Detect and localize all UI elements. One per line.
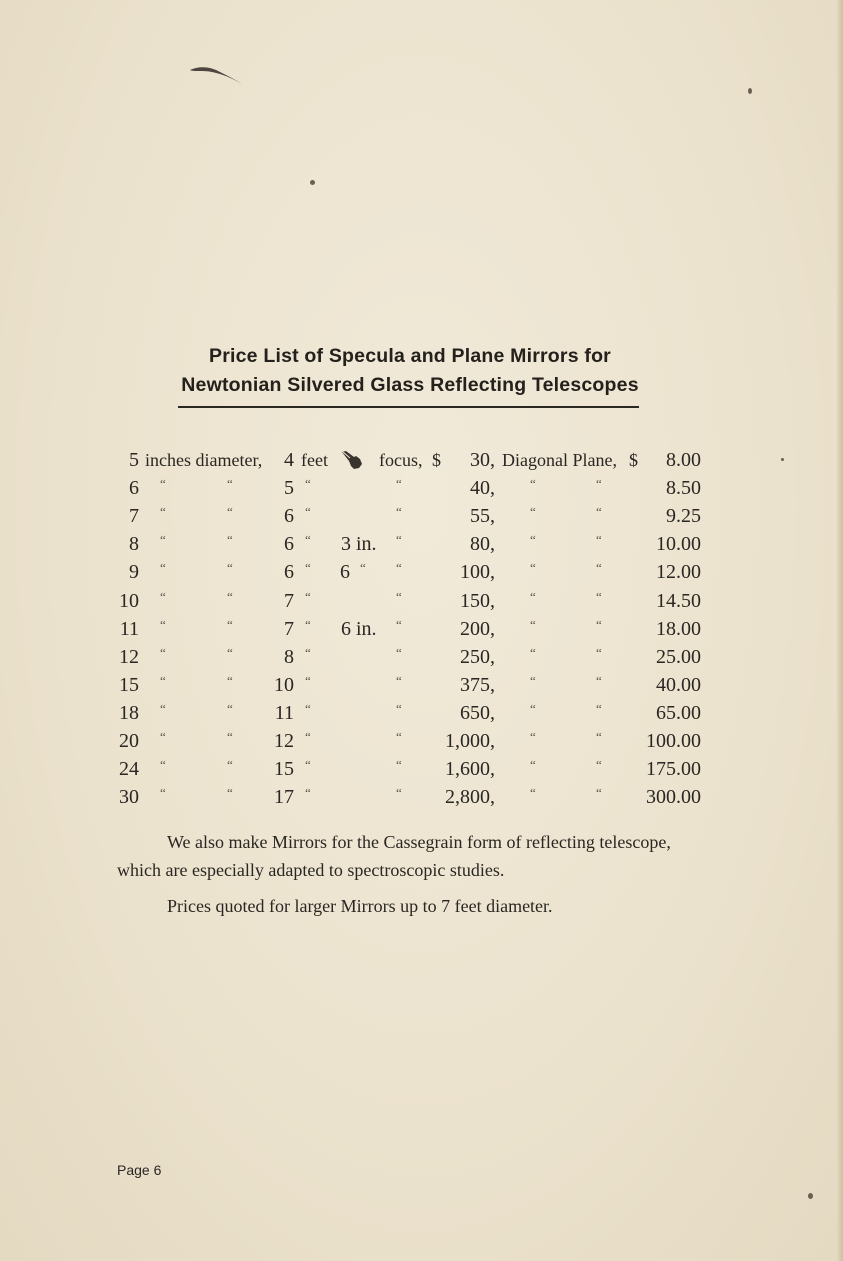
row-focus-inches: 6 (340, 561, 350, 583)
row-diagonal-price: 18.00 (656, 618, 701, 640)
row-focus-feet: 17 (274, 786, 294, 808)
row-diagonal-price: 12.00 (656, 561, 701, 583)
cassegrain-note-line-2: which are especially adapted to spectroscopic studies. (117, 860, 505, 880)
row-price: 250, (460, 646, 495, 668)
ditto-mark: “ (396, 729, 402, 744)
row-focus-feet: 7 (284, 618, 294, 640)
ditto-mark: “ (305, 504, 311, 519)
ditto-mark: “ (305, 701, 311, 716)
paper-speck (748, 88, 752, 94)
ditto-mark: “ (360, 560, 366, 575)
page-edge (837, 0, 843, 1261)
paper-speck (808, 1193, 813, 1199)
ditto-mark: “ (596, 645, 602, 660)
ditto-mark: “ (396, 785, 402, 800)
ditto-mark: “ (227, 701, 233, 716)
ditto-mark: “ (530, 645, 536, 660)
ditto-mark: “ (396, 532, 402, 547)
ditto-mark: “ (530, 757, 536, 772)
page-title-line-1: Price List of Specula and Plane Mirrors for (209, 345, 611, 367)
row-price: 1,600, (445, 758, 495, 780)
row-diameter: 24 (119, 758, 139, 780)
ditto-mark: “ (396, 476, 402, 491)
ditto-mark: “ (596, 560, 602, 575)
ditto-mark: “ (530, 617, 536, 632)
ditto-mark: “ (227, 645, 233, 660)
row-diameter: 8 (129, 533, 139, 555)
row-diameter: 5 (129, 449, 139, 471)
paper-blemish (188, 64, 244, 84)
row-focus-feet: 5 (284, 477, 294, 499)
diagonal-plane-label: Diagonal Plane, (502, 450, 617, 470)
ditto-mark: “ (596, 785, 602, 800)
row-diagonal-price: 300.00 (646, 786, 701, 808)
ditto-mark: “ (305, 532, 311, 547)
ditto-mark: “ (530, 673, 536, 688)
row-diameter: 11 (119, 618, 139, 640)
row-focus-feet: 15 (274, 758, 294, 780)
ditto-mark: “ (396, 560, 402, 575)
focus-unit-label: feet (301, 450, 328, 470)
ditto-mark: “ (396, 673, 402, 688)
row-diagonal-price: 25.00 (656, 646, 701, 668)
ditto-mark: “ (396, 589, 402, 604)
row-diameter: 15 (119, 674, 139, 696)
row-focus-feet: 11 (274, 702, 294, 724)
row-diagonal-price: 10.00 (656, 533, 701, 555)
ditto-mark: “ (227, 729, 233, 744)
ditto-mark: “ (530, 785, 536, 800)
row-diagonal-price: 9.25 (666, 505, 701, 527)
larger-mirrors-note: Prices quoted for larger Mirrors up to 7 feet diameter. (167, 896, 553, 916)
ditto-mark: “ (530, 729, 536, 744)
row-diameter: 10 (119, 590, 139, 612)
ditto-mark: “ (160, 532, 166, 547)
ditto-mark: “ (396, 701, 402, 716)
ditto-mark: “ (227, 532, 233, 547)
ditto-mark: “ (160, 785, 166, 800)
ditto-mark: “ (596, 504, 602, 519)
ditto-mark: “ (596, 617, 602, 632)
row-focus-feet: 7 (284, 590, 294, 612)
cassegrain-note-line-1: We also make Mirrors for the Cassegrain form of reflecting telescope, (167, 832, 671, 852)
ditto-mark: “ (160, 701, 166, 716)
ditto-mark: “ (160, 729, 166, 744)
title-underline (178, 406, 639, 408)
row-diagonal-price: 14.50 (656, 590, 701, 612)
ditto-mark: “ (305, 729, 311, 744)
row-diameter: 18 (119, 702, 139, 724)
ditto-mark: “ (160, 476, 166, 491)
row-diameter: 12 (119, 646, 139, 668)
ditto-mark: “ (227, 617, 233, 632)
row-diagonal-price: 8.00 (666, 449, 701, 471)
row-price: 2,800, (445, 786, 495, 808)
row-price: 30, (470, 449, 495, 471)
row-price: 375, (460, 674, 495, 696)
row-diameter: 6 (129, 477, 139, 499)
row-diameter: 30 (119, 786, 139, 808)
ditto-mark: “ (530, 701, 536, 716)
ditto-mark: “ (596, 729, 602, 744)
row-diagonal-price: 8.50 (666, 477, 701, 499)
ditto-mark: “ (396, 504, 402, 519)
row-diameter: 7 (129, 505, 139, 527)
ditto-mark: “ (396, 757, 402, 772)
row-diagonal-price: 65.00 (656, 702, 701, 724)
ditto-mark: “ (160, 504, 166, 519)
ditto-mark: “ (305, 785, 311, 800)
paper-speck (781, 458, 784, 461)
row-focus-feet: 6 (284, 561, 294, 583)
ditto-mark: “ (160, 617, 166, 632)
row-diagonal-price: 175.00 (646, 758, 701, 780)
ditto-mark: “ (530, 476, 536, 491)
ditto-mark: “ (305, 617, 311, 632)
ditto-mark: “ (596, 757, 602, 772)
ditto-mark: “ (305, 757, 311, 772)
row-price: 150, (460, 590, 495, 612)
ditto-mark: “ (596, 589, 602, 604)
row-focus-feet: 6 (284, 505, 294, 527)
row-price: 40, (470, 477, 495, 499)
row-focus-inches: 6 in. (341, 618, 377, 640)
row-price: 1,000, (445, 730, 495, 752)
row-focus-feet: 4 (284, 449, 294, 471)
ditto-mark: “ (305, 645, 311, 660)
ditto-mark: “ (305, 560, 311, 575)
row-diagonal-price: 100.00 (646, 730, 701, 752)
ditto-mark: “ (530, 532, 536, 547)
focus-label: focus, (379, 450, 423, 470)
ditto-mark: “ (227, 476, 233, 491)
ditto-mark: “ (530, 504, 536, 519)
ditto-mark: “ (160, 645, 166, 660)
ditto-mark: “ (227, 673, 233, 688)
row-focus-inches: 3 in. (341, 533, 377, 555)
ditto-mark: “ (160, 560, 166, 575)
ditto-mark: “ (596, 476, 602, 491)
diagonal-currency-symbol: $ (629, 450, 638, 470)
row-focus-feet: 8 (284, 646, 294, 668)
ditto-mark: “ (305, 476, 311, 491)
ditto-mark: “ (160, 673, 166, 688)
page-title-line-2: Newtonian Silvered Glass Reflecting Telescopes (181, 374, 639, 396)
ditto-mark: “ (160, 757, 166, 772)
row-focus-feet: 6 (284, 533, 294, 555)
ditto-mark: “ (305, 673, 311, 688)
ditto-mark: “ (227, 589, 233, 604)
ditto-mark: “ (227, 757, 233, 772)
row-diameter: 20 (119, 730, 139, 752)
ditto-mark: “ (227, 785, 233, 800)
ditto-mark: “ (396, 645, 402, 660)
paper-speck (310, 180, 315, 185)
price-currency-symbol: $ (432, 450, 441, 470)
pointing-hand-icon (340, 449, 364, 471)
row-price: 100, (460, 561, 495, 583)
diameter-unit-label: inches diameter, (145, 450, 263, 470)
ditto-mark: “ (227, 560, 233, 575)
row-price: 80, (470, 533, 495, 555)
ditto-mark: “ (596, 532, 602, 547)
row-diameter: 9 (129, 561, 139, 583)
row-diagonal-price: 40.00 (656, 674, 701, 696)
ditto-mark: “ (530, 560, 536, 575)
row-focus-feet: 12 (274, 730, 294, 752)
ditto-mark: “ (396, 617, 402, 632)
row-price: 650, (460, 702, 495, 724)
row-price: 55, (470, 505, 495, 527)
ditto-mark: “ (160, 589, 166, 604)
ditto-mark: “ (305, 589, 311, 604)
row-focus-feet: 10 (274, 674, 294, 696)
ditto-mark: “ (227, 504, 233, 519)
page-number: Page 6 (117, 1162, 162, 1178)
row-price: 200, (460, 618, 495, 640)
ditto-mark: “ (596, 701, 602, 716)
ditto-mark: “ (596, 673, 602, 688)
ditto-mark: “ (530, 589, 536, 604)
